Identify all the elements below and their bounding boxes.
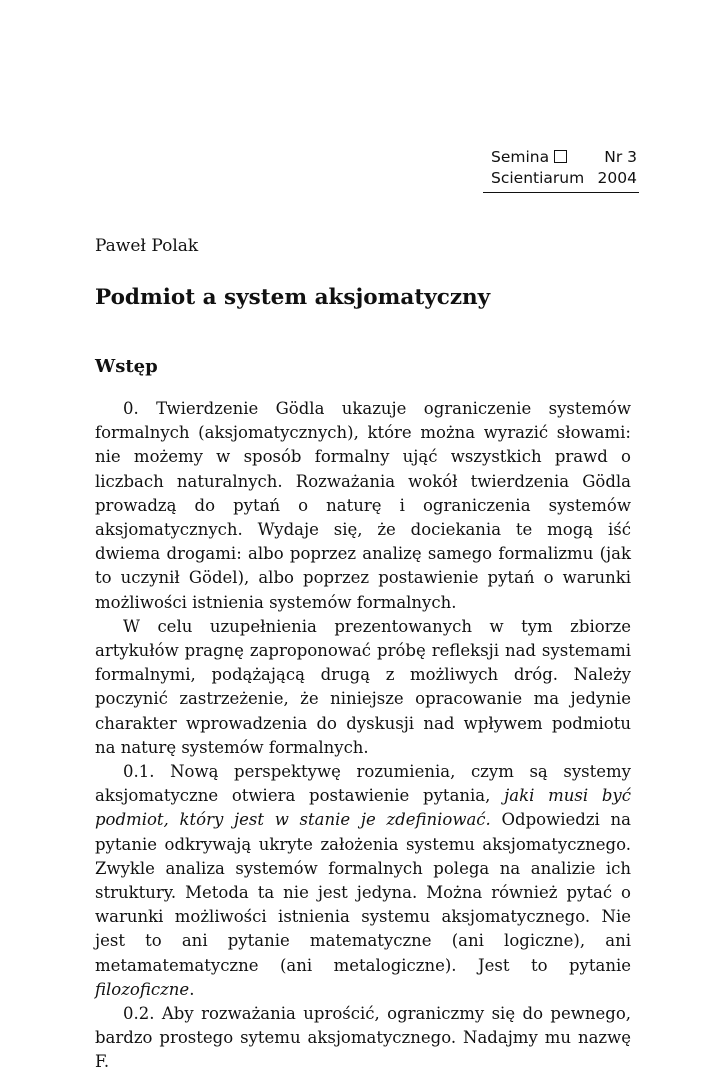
paragraph-1 [95,615,631,760]
paragraph-2-italic-term: filozoficzne [95,979,190,999]
journal-number: Nr 3 [604,148,637,166]
journal-year: 2004 [597,169,637,187]
journal-name-line1: Semina [491,147,567,168]
article-title: Podmiot a system aksjomatyczny [95,285,491,310]
journal-row-2 [483,168,639,189]
journal-row-1 [483,147,639,168]
journal-header [483,147,639,193]
square-icon [554,150,567,163]
paragraph-2 [95,760,631,1002]
author-name: Paweł Polak [95,236,199,256]
paragraph-3 [95,1002,631,1075]
paragraph-2-text-b: Odpowiedzi na pytanie odkrywają ukryte założenia systemu aksjomatycznego. Zwykle analiza systemów formalnych polega na analizie ich struktury. Metoda ta nie jest jedyna. Można również pytać o warunki możliwości istnienia systemu aksjomatycznego. Nie jest to ani pytanie matematyczne (ani logiczne), ani metamatematyczne (ani metalogiczne). Jest to pytanie [95,810,631,975]
journal-name-line2: Scientiarum [491,169,585,187]
paragraph-0 [95,397,631,615]
paragraph-2-italic-question: jaki musi być podmiot, który jest w stanie je zdefiniować. [95,786,631,830]
paragraph-0-text: 0. Twierdzenie Gödla ukazuje ograniczenie systemów formalnych (aksjomatycznych), które można wyrazić słowami: nie możemy w sposób formalny ująć wszystkich prawd o liczbach naturalnych. Rozważania wokół twierdzenia Gödla prowadzą do pytań o naturę i ograniczenia systemów aksjomatycznych. Wydaje się, że dociekania te mogą iść dwiema drogami: albo poprzez analizę samego formalizmu (jak to uczynił Gödel), albo poprzez postawienie pytań o warunki możliwości istnienia systemów formalnych. [95,399,631,612]
paragraph-1-text: W celu uzupełnienia prezentowanych w tym zbiorze artykułów pragnę zaproponować próbę refleksji nad systemami formalnymi, podążającą drugą z możliwych dróg. Należy poczynić zastrzeżenie, że niniejsze opracowanie ma jedynie charakter wprowadzenia do dyskusji nad wpływem podmiotu na naturę systemów formalnych. [95,616,631,757]
paragraph-2-text-c: . [189,979,195,999]
paragraph-3-text: 0.2. Aby rozważania uprościć, ograniczmy się do pewnego, bardzo prostego sytemu aksjomatycznego. Nadajmy mu nazwę F. [95,1004,631,1072]
article-body [95,397,631,1075]
paragraph-2-text-a: 0.1. Nową perspektywę rozumienia, czym są systemy aksjomatyczne otwiera postawienie pytania, [95,762,631,806]
section-title: Wstęp [95,356,158,377]
